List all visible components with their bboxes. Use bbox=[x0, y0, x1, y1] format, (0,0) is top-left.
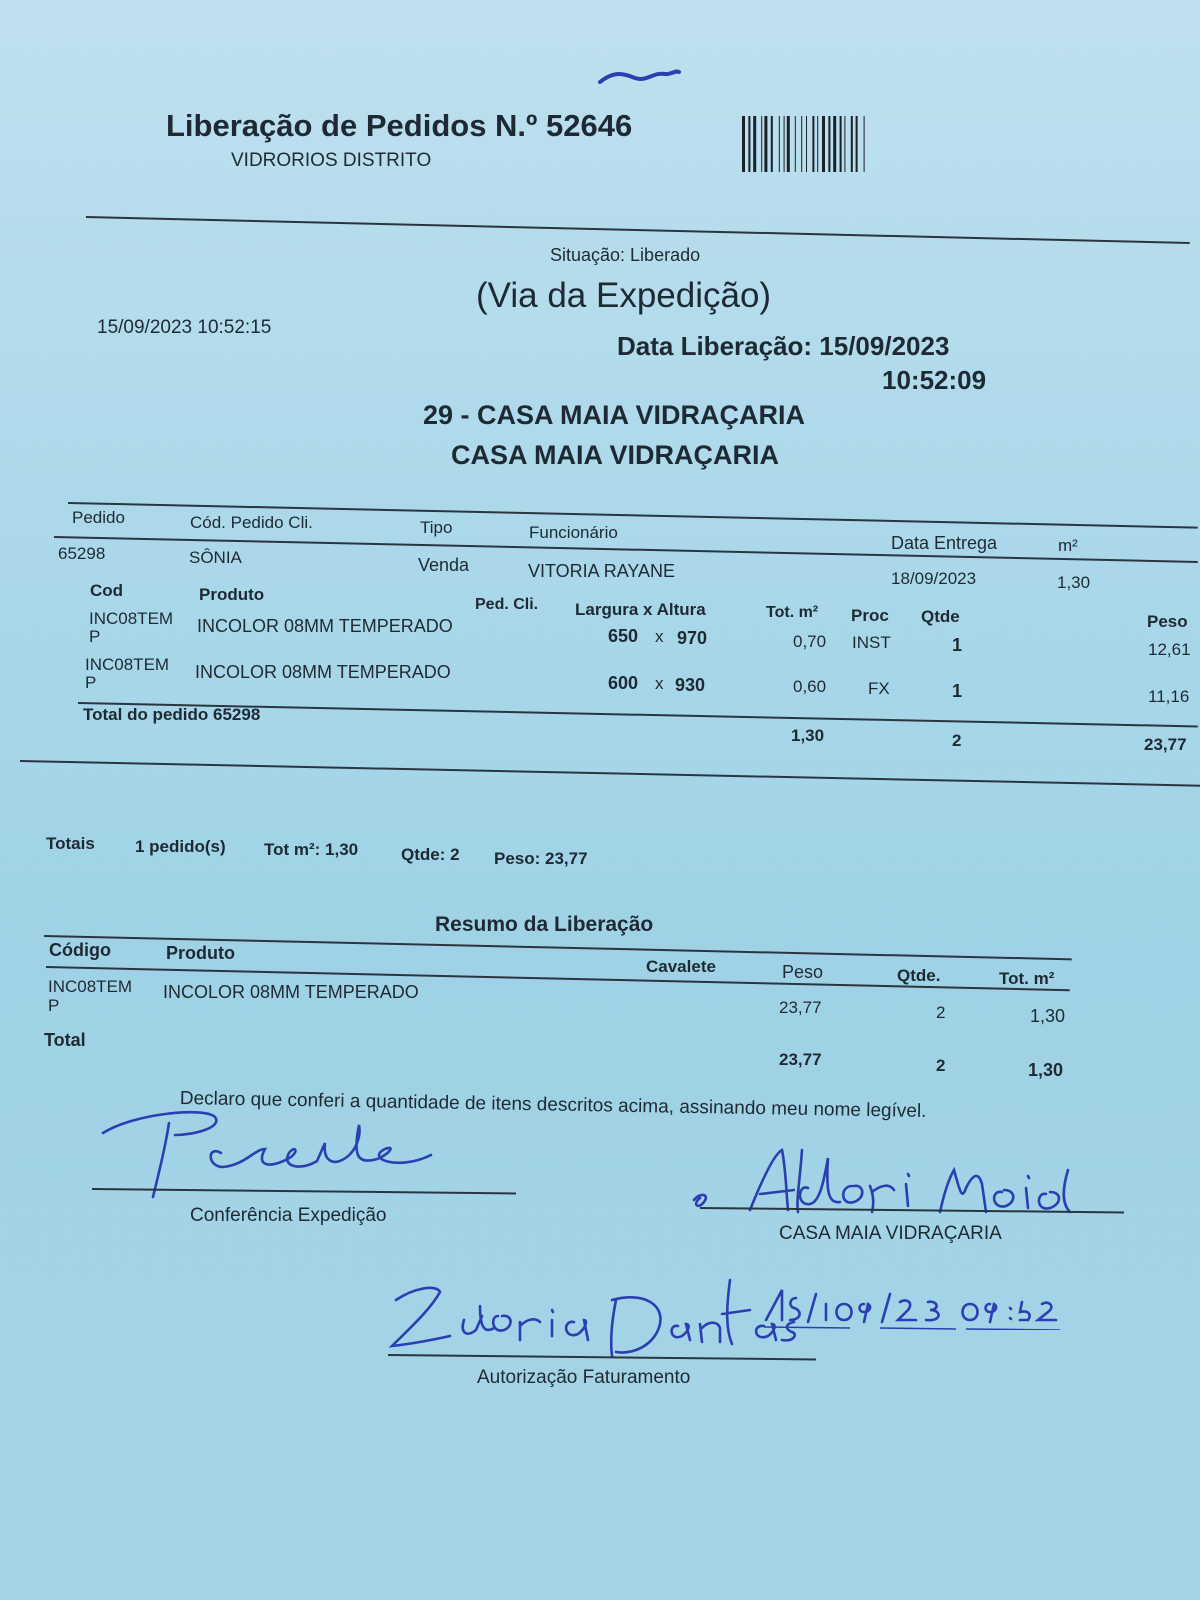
col-m2: m² bbox=[1058, 536, 1078, 555]
col-tipo: Tipo bbox=[420, 518, 453, 537]
order-number: 65298 bbox=[58, 544, 106, 563]
summary-item-code: INC08TEM bbox=[48, 977, 133, 996]
summary-total-label: Total bbox=[44, 1030, 86, 1050]
item-altura: 970 bbox=[677, 628, 708, 648]
summary-col-tot-m2: Tot. m² bbox=[999, 969, 1055, 988]
handwritten-date bbox=[760, 1280, 1080, 1330]
item-qtde: 1 bbox=[952, 681, 963, 701]
item-altura: 930 bbox=[675, 675, 706, 695]
summary-item-product: INCOLOR 08MM TEMPERADO bbox=[163, 982, 419, 1002]
order-total-peso: 23,77 bbox=[1144, 735, 1187, 754]
summary-col-cavalete: Cavalete bbox=[646, 957, 716, 976]
signature-conferencia bbox=[95, 1105, 455, 1200]
item-tot-m2: 0,60 bbox=[793, 677, 827, 696]
item-product: INCOLOR 08MM TEMPERADO bbox=[195, 662, 451, 682]
items-col-tot-m2: Tot. m² bbox=[766, 604, 819, 621]
totals-label: Totais bbox=[46, 834, 95, 853]
item-tot-m2: 0,70 bbox=[793, 632, 827, 651]
summary-col-codigo: Código bbox=[49, 940, 111, 960]
company-name: VIDRORIOS DISTRITO bbox=[231, 150, 432, 171]
item-largura: 600 bbox=[608, 673, 639, 693]
item-product: INCOLOR 08MM TEMPERADO bbox=[197, 616, 453, 636]
order-delivery-date: 18/09/2023 bbox=[891, 569, 977, 588]
divider bbox=[20, 760, 1200, 787]
summary-col-produto: Produto bbox=[166, 943, 235, 963]
summary-item-tot-m2: 1,30 bbox=[1030, 1006, 1066, 1026]
items-col-cod: Cod bbox=[90, 581, 124, 600]
barcode-icon bbox=[742, 116, 936, 172]
item-proc: INST bbox=[852, 633, 891, 652]
summary-col-peso: Peso bbox=[782, 962, 824, 982]
item-code-suffix: P bbox=[89, 627, 101, 646]
summary-total-qtde: 2 bbox=[936, 1056, 946, 1075]
item-code-suffix: P bbox=[85, 673, 97, 692]
totals-m2: Tot m²: 1,30 bbox=[264, 840, 359, 859]
col-funcionario: Funcionário bbox=[529, 523, 618, 542]
summary-total-peso: 23,77 bbox=[779, 1050, 822, 1069]
totals-peso: Peso: 23,77 bbox=[494, 849, 588, 868]
client-name: 29 - CASA MAIA VIDRAÇARIA bbox=[423, 400, 806, 430]
summary-col-qtde: Qtde. bbox=[897, 966, 941, 985]
col-cod-pedido-cli: Cód. Pedido Cli. bbox=[190, 513, 313, 532]
summary-item-qtde: 2 bbox=[936, 1003, 946, 1022]
signature-autorizacao bbox=[380, 1270, 800, 1380]
totals-pedidos: 1 pedido(s) bbox=[135, 837, 226, 856]
order-client-code: SÔNIA bbox=[189, 548, 242, 567]
release-time: 10:52:09 bbox=[882, 365, 987, 395]
order-total-label: Total do pedido 65298 bbox=[83, 705, 261, 724]
item-qtde: 1 bbox=[952, 635, 963, 655]
signature-casa-maia bbox=[690, 1140, 1090, 1230]
status-label: Situação: Liberado bbox=[550, 245, 701, 265]
document-title: Liberação de Pedidos N.º 52646 bbox=[166, 108, 633, 143]
declaration-text: Declaro que conferi a quantidade de itens descritos acima, assinando meu nome legível. bbox=[179, 1088, 927, 1123]
item-proc: FX bbox=[868, 679, 890, 698]
via-label: (Via da Expedição) bbox=[476, 276, 772, 315]
order-m2: 1,30 bbox=[1057, 573, 1091, 592]
summary-item-peso: 23,77 bbox=[779, 998, 822, 1017]
release-date: Data Liberação: 15/09/2023 bbox=[617, 331, 950, 361]
items-col-largura-altura: Largura x Altura bbox=[575, 600, 706, 619]
item-times: x bbox=[655, 627, 664, 646]
signature-label-casa-maia: CASA MAIA VIDRAÇARIA bbox=[779, 1223, 1002, 1244]
divider bbox=[86, 216, 1190, 244]
order-employee: VITORIA RAYANE bbox=[528, 561, 676, 581]
summary-title: Resumo da Liberação bbox=[435, 913, 654, 936]
client-name-secondary: CASA MAIA VIDRAÇARIA bbox=[451, 440, 779, 470]
signature-label-conferencia: Conferência Expedição bbox=[190, 1205, 387, 1226]
pen-mark-icon bbox=[595, 62, 685, 92]
col-pedido: Pedido bbox=[72, 508, 125, 527]
signature-label-autorizacao: Autorização Faturamento bbox=[477, 1367, 691, 1388]
item-times: x bbox=[655, 674, 664, 693]
item-largura: 650 bbox=[608, 626, 639, 646]
order-total-m2: 1,30 bbox=[791, 726, 825, 745]
items-col-qtde: Qtde bbox=[921, 607, 960, 626]
order-type: Venda bbox=[418, 555, 470, 575]
items-col-peso: Peso bbox=[1147, 612, 1188, 631]
summary-total-tot-m2: 1,30 bbox=[1028, 1060, 1064, 1080]
item-code: INC08TEM bbox=[85, 655, 170, 674]
summary-item-code-suffix: P bbox=[48, 996, 60, 1015]
totals-qtde: Qtde: 2 bbox=[401, 845, 460, 864]
items-col-produto: Produto bbox=[199, 585, 265, 604]
item-peso: 12,61 bbox=[1148, 640, 1191, 659]
item-code: INC08TEM bbox=[89, 609, 174, 628]
items-col-ped-cli: Ped. Cli. bbox=[475, 596, 539, 613]
items-col-proc: Proc bbox=[851, 606, 889, 625]
item-peso: 11,16 bbox=[1148, 687, 1190, 706]
order-total-qtde: 2 bbox=[952, 731, 962, 750]
col-data-entrega: Data Entrega bbox=[891, 533, 998, 553]
print-timestamp: 15/09/2023 10:52:15 bbox=[97, 317, 272, 338]
